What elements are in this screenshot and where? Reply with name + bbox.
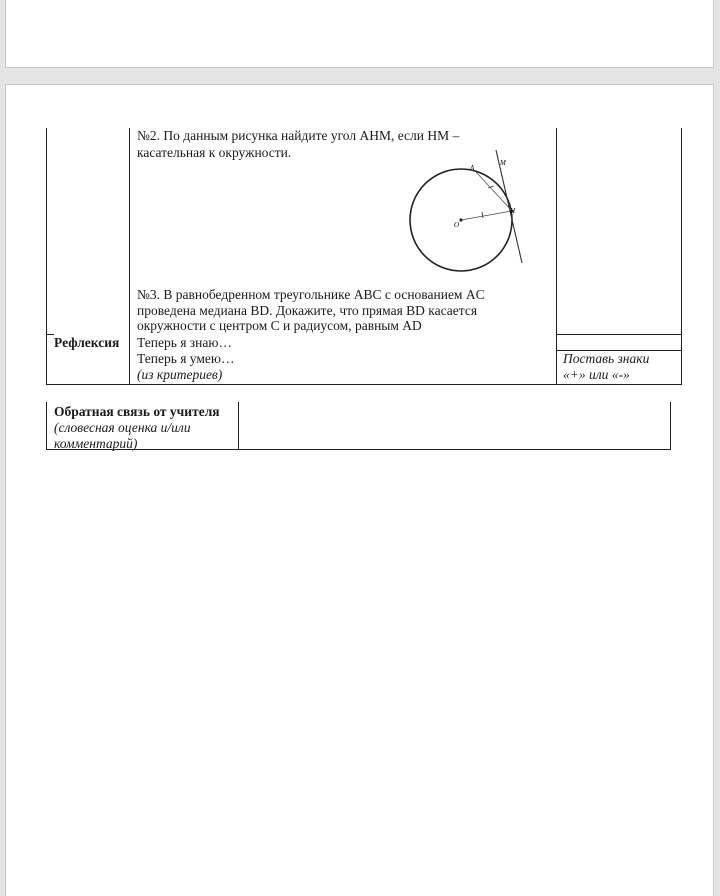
figure-tick-radius [482,212,483,218]
figure-radius-OH [461,211,512,220]
feedback-border-left [46,402,47,450]
task2-line-2: касательная к окружности. [137,145,292,160]
reflection-can: Теперь я умею… [137,351,235,366]
feedback-title: Обратная связь от учителя [54,404,220,419]
feedback-column-divider [238,402,239,450]
table-border-bottom [46,384,682,385]
reflection-criteria: (из критериев) [137,367,223,382]
circle-tangent-figure [400,145,535,275]
figure-label-O: O [454,221,460,229]
task2-line-1: №2. По данным рисунка найдите угол AHM, если HM – [137,128,460,143]
figure-center-point [459,218,462,221]
row-divider-reflection [46,334,54,335]
task3-line-1: №3. В равнобедренном треугольнике ABC с основанием AC [137,287,485,302]
table-border-left [46,128,47,385]
previous-page [5,0,714,68]
feedback-subtitle-2: комментарий) [54,436,138,451]
figure-label-A: A [470,164,475,172]
figure-label-H: H [510,207,516,215]
figure-chord-AH [476,172,512,211]
reflection-label: Рефлексия [54,335,120,350]
reflection-note-1: Поставь знаки [563,351,650,366]
figure-label-M: M [500,159,506,167]
reflection-note-2: «+» или «-» [563,367,630,382]
task3-line-3: окружности с центром C и радиусом, равным AD [137,318,422,333]
table-column-divider-1 [129,128,130,385]
feedback-subtitle-1: (словесная оценка и/или [54,420,191,435]
feedback-border-bottom [46,449,671,450]
document-page [5,84,714,896]
task3-line-2: проведена медиана BD. Докажите, что прямая BD касается [137,303,478,318]
row-divider-reflection-right [556,334,682,335]
reflection-know: Теперь я знаю… [137,335,232,350]
feedback-border-right [670,402,671,450]
table-column-divider-2 [556,128,557,385]
table-border-right [681,128,682,385]
